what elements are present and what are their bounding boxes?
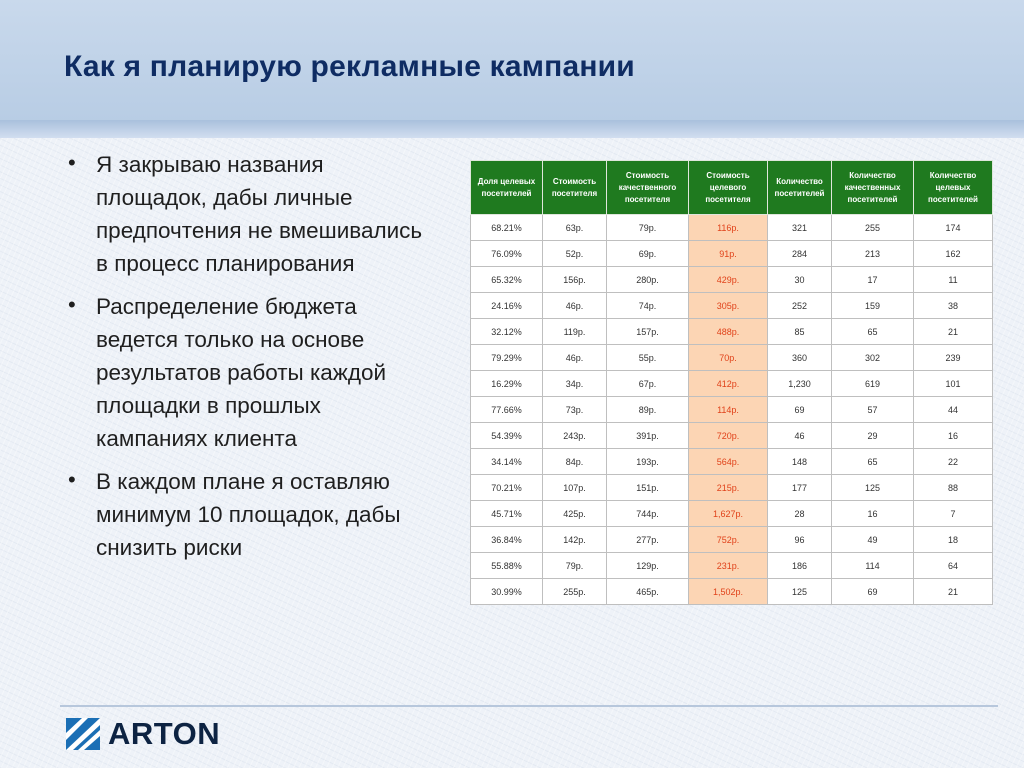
table-cell: 360: [768, 345, 832, 371]
table-cell: 1,627р.: [689, 501, 768, 527]
table-cell: 34р.: [543, 371, 607, 397]
table-cell: 36.84%: [471, 527, 543, 553]
table-cell: 16: [914, 423, 993, 449]
table-row: [471, 241, 993, 267]
table-cell: 425р.: [543, 501, 607, 527]
table-cell: 77.66%: [471, 397, 543, 423]
table-cell: 142р.: [543, 527, 607, 553]
table-cell: 16.29%: [471, 371, 543, 397]
table-cell: 114: [832, 553, 914, 579]
table-cell: 30.99%: [471, 579, 543, 605]
table-cell: 96: [768, 527, 832, 553]
table-row: [471, 397, 993, 423]
table-cell: 79.29%: [471, 345, 543, 371]
table-cell: 52р.: [543, 241, 607, 267]
table-cell: 213: [832, 241, 914, 267]
stats-table: [470, 160, 993, 605]
table-body: [471, 215, 993, 605]
table-cell: 239: [914, 345, 993, 371]
table-cell: 64: [914, 553, 993, 579]
table-cell: 7: [914, 501, 993, 527]
table-cell: 148: [768, 449, 832, 475]
column-header: Стоимость качественного посетителя: [607, 161, 689, 215]
table-cell: 280р.: [607, 267, 689, 293]
table-cell: 69: [832, 579, 914, 605]
table-cell: 231р.: [689, 553, 768, 579]
table-row: [471, 449, 993, 475]
table-cell: 129р.: [607, 553, 689, 579]
table-cell: 114р.: [689, 397, 768, 423]
table-cell: 16: [832, 501, 914, 527]
table-cell: 32.12%: [471, 319, 543, 345]
table-cell: 107р.: [543, 475, 607, 501]
arton-logo-icon: [66, 718, 100, 750]
table-row: [471, 371, 993, 397]
logo-text: ARTON: [108, 716, 221, 751]
table-cell: 174: [914, 215, 993, 241]
table-cell: 63р.: [543, 215, 607, 241]
table-cell: 54.39%: [471, 423, 543, 449]
bullet-list: [64, 148, 424, 574]
table-cell: 277р.: [607, 527, 689, 553]
table-cell: 177: [768, 475, 832, 501]
table-cell: 68.21%: [471, 215, 543, 241]
bullet-item: • Я закрываю названия площадок, дабы личные предпочтения не вмешивались в процесс планирования: [64, 148, 424, 280]
table-row: [471, 501, 993, 527]
column-header: Количество посетителей: [768, 161, 832, 215]
table-cell: 255р.: [543, 579, 607, 605]
table-cell: 89р.: [607, 397, 689, 423]
table-cell: 84р.: [543, 449, 607, 475]
table-cell: 65: [832, 449, 914, 475]
table-cell: 125: [768, 579, 832, 605]
column-header: Количество целевых посетителей: [914, 161, 993, 215]
table-cell: 45.71%: [471, 501, 543, 527]
table-cell: 73р.: [543, 397, 607, 423]
table-cell: 744р.: [607, 501, 689, 527]
table-cell: 159: [832, 293, 914, 319]
table-cell: 46: [768, 423, 832, 449]
table-cell: 65.32%: [471, 267, 543, 293]
table-cell: 74р.: [607, 293, 689, 319]
table-cell: 69: [768, 397, 832, 423]
table-cell: 57: [832, 397, 914, 423]
table-cell: 1,502р.: [689, 579, 768, 605]
table-cell: 151р.: [607, 475, 689, 501]
table-cell: 55.88%: [471, 553, 543, 579]
table-cell: 488р.: [689, 319, 768, 345]
slide-title: Как я планирую рекламные кампании: [64, 50, 635, 83]
table-cell: 119р.: [543, 319, 607, 345]
column-header: Доля целевых посетителей: [471, 161, 543, 215]
table-row: [471, 475, 993, 501]
table-cell: 101: [914, 371, 993, 397]
table-row: [471, 267, 993, 293]
table-cell: 321: [768, 215, 832, 241]
table-row: [471, 345, 993, 371]
table-cell: 69р.: [607, 241, 689, 267]
bullet-item: • Распределение бюджета ведется только на основе результатов работы каждой площадки в прошлых кампаниях клиента: [64, 290, 424, 455]
table-cell: 65: [832, 319, 914, 345]
table-row: [471, 215, 993, 241]
footer-divider: [60, 705, 998, 707]
table-row: [471, 579, 993, 605]
table-cell: 67р.: [607, 371, 689, 397]
table-cell: 429р.: [689, 267, 768, 293]
table-cell: 17: [832, 267, 914, 293]
table-cell: 46р.: [543, 345, 607, 371]
table-cell: 70р.: [689, 345, 768, 371]
column-header: Стоимость целевого посетителя: [689, 161, 768, 215]
table-row: [471, 423, 993, 449]
table-cell: 55р.: [607, 345, 689, 371]
table-cell: 619: [832, 371, 914, 397]
table-cell: 21: [914, 319, 993, 345]
table-cell: 125: [832, 475, 914, 501]
table-cell: 85: [768, 319, 832, 345]
table-cell: 465р.: [607, 579, 689, 605]
table-row: [471, 293, 993, 319]
bullet-item: • В каждом плане я оставляю минимум 10 площадок, дабы снизить риски: [64, 465, 424, 564]
table-cell: 243р.: [543, 423, 607, 449]
table-cell: 28: [768, 501, 832, 527]
table-cell: 21: [914, 579, 993, 605]
table-cell: 186: [768, 553, 832, 579]
table-cell: 30: [768, 267, 832, 293]
arton-logo: [66, 716, 220, 752]
table-cell: 79р.: [543, 553, 607, 579]
table-row: [471, 553, 993, 579]
table-cell: 11: [914, 267, 993, 293]
table-cell: 29: [832, 423, 914, 449]
table-cell: 88: [914, 475, 993, 501]
table-cell: 720р.: [689, 423, 768, 449]
table-cell: 76.09%: [471, 241, 543, 267]
table-cell: 391р.: [607, 423, 689, 449]
table-cell: 162: [914, 241, 993, 267]
table-row: [471, 319, 993, 345]
table-cell: 215р.: [689, 475, 768, 501]
column-header: Количество качественных посетителей: [832, 161, 914, 215]
table-cell: 49: [832, 527, 914, 553]
table-cell: 34.14%: [471, 449, 543, 475]
table-cell: 91р.: [689, 241, 768, 267]
table-cell: 18: [914, 527, 993, 553]
table-row: [471, 527, 993, 553]
table-cell: 252: [768, 293, 832, 319]
table-cell: 305р.: [689, 293, 768, 319]
table-cell: 79р.: [607, 215, 689, 241]
table-cell: 46р.: [543, 293, 607, 319]
table-cell: 156р.: [543, 267, 607, 293]
table-cell: 255: [832, 215, 914, 241]
table-cell: 22: [914, 449, 993, 475]
column-header: Стоимость посетителя: [543, 161, 607, 215]
table-cell: 24.16%: [471, 293, 543, 319]
table-cell: 564р.: [689, 449, 768, 475]
header-band: [0, 120, 1024, 138]
table-cell: 44: [914, 397, 993, 423]
table-cell: 70.21%: [471, 475, 543, 501]
table-cell: 302: [832, 345, 914, 371]
table-cell: 116р.: [689, 215, 768, 241]
table-cell: 38: [914, 293, 993, 319]
table-cell: 193р.: [607, 449, 689, 475]
table-cell: 157р.: [607, 319, 689, 345]
table-cell: 752р.: [689, 527, 768, 553]
table-cell: 412р.: [689, 371, 768, 397]
table-cell: 284: [768, 241, 832, 267]
table-header-row: [471, 161, 993, 215]
table-cell: 1,230: [768, 371, 832, 397]
